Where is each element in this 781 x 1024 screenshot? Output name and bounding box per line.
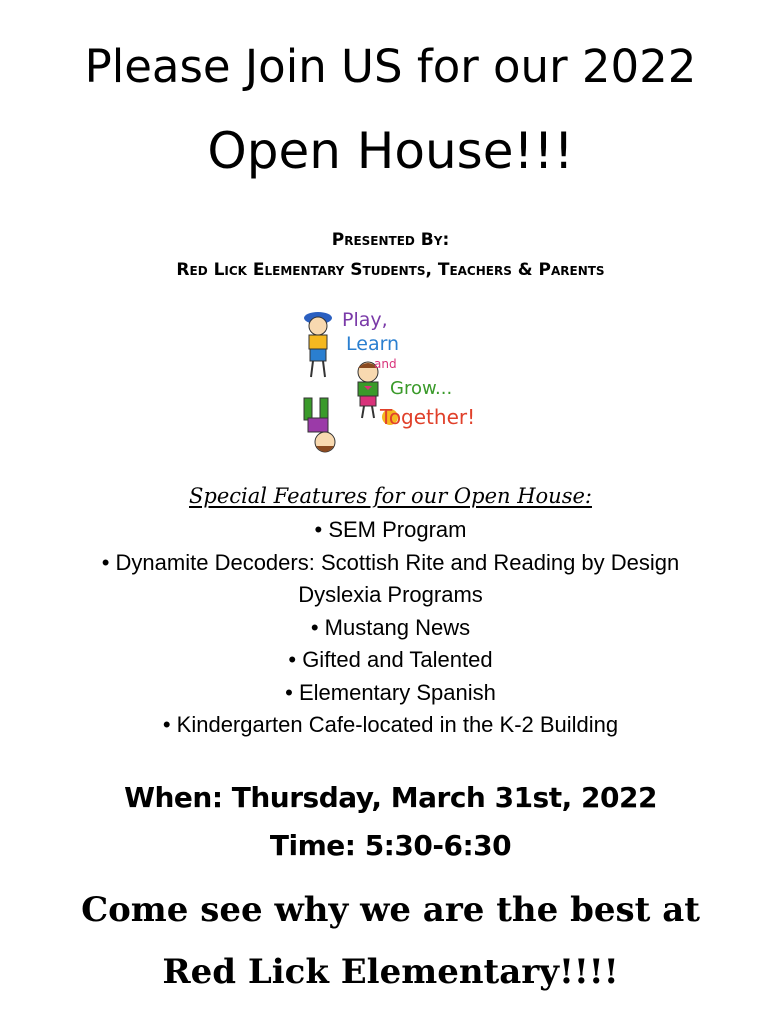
logo-grow-text: Grow... [390, 378, 453, 399]
feature-item: • Mustang News [310, 615, 471, 640]
event-time: Time: 5:30-6:30 [269, 829, 512, 862]
features-heading: Special Features for our Open House: [189, 484, 592, 508]
closing-line1: Come see why we are the best at [81, 890, 700, 930]
feature-item: • SEM Program [314, 517, 467, 542]
logo-and-text: and [374, 357, 397, 371]
feature-item: • Elementary Spanish [285, 680, 496, 705]
presented-by-names: Red Lick Elementary Students, Teachers & Parents [176, 260, 605, 280]
kids-illustration-icon [290, 302, 490, 462]
play-learn-grow-together-logo [290, 302, 490, 462]
feature-item-continued: Dyslexia Programs [298, 582, 483, 607]
flyer-title-line2: Open House!!! [207, 122, 574, 180]
flyer-title-line1: Please Join US for our 2022 [84, 40, 697, 93]
logo-learn-text: Learn [346, 333, 400, 355]
logo-together-text: Together! [380, 405, 476, 429]
closing-line2: Red Lick Elementary!!!! [162, 952, 619, 992]
feature-item: • Gifted and Talented [288, 647, 493, 672]
event-date: When: Thursday, March 31st, 2022 [124, 781, 657, 814]
presented-by-label: Presented By: [331, 230, 450, 250]
feature-item: • Dynamite Decoders: Scottish Rite and Reading by Design [101, 550, 680, 575]
feature-item: • Kindergarten Cafe-located in the K-2 Building [162, 712, 619, 737]
logo-play-text: Play, [342, 309, 388, 331]
